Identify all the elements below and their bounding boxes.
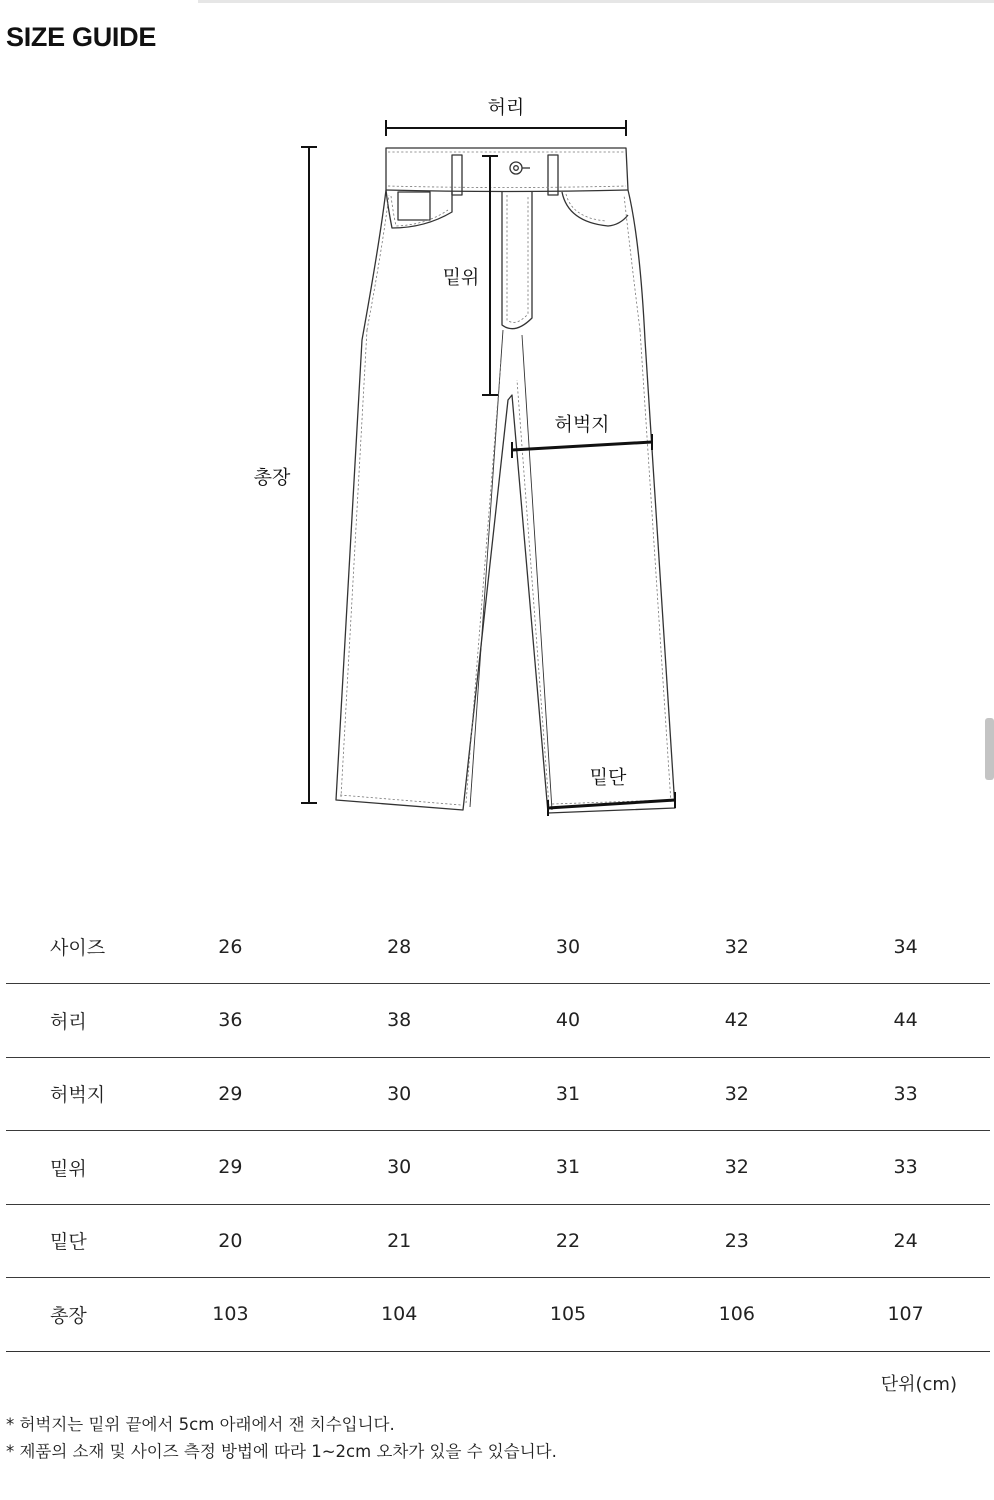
- coin-pocket: [398, 192, 430, 220]
- table-row-label: 허리: [6, 984, 146, 1058]
- table-cell: 32: [652, 1131, 821, 1205]
- table-cell: 42: [652, 984, 821, 1058]
- table-cell: 106: [652, 1278, 821, 1352]
- table-cell: 105: [484, 1278, 653, 1352]
- table-row: [6, 1278, 990, 1352]
- table-cell: 23: [652, 1204, 821, 1278]
- table-row-label: 허벅지: [6, 1057, 146, 1131]
- hem-measure-line: [548, 800, 675, 808]
- table-cell: 32: [652, 1057, 821, 1131]
- label-total-length: 총장: [253, 466, 291, 489]
- table-cell: 29: [146, 1057, 315, 1131]
- table-cell: 30: [315, 1057, 484, 1131]
- table-cell: 33: [821, 1057, 990, 1131]
- pants-outline: [336, 148, 675, 813]
- table-cell: 31: [484, 1057, 653, 1131]
- table-cell: 107: [821, 1278, 990, 1352]
- label-hem: 밑단: [589, 766, 627, 789]
- seam-left: [470, 330, 503, 807]
- size-table: [6, 910, 990, 1352]
- unit-label: 단위(cm): [880, 1374, 957, 1395]
- table-row-label: 총장: [6, 1278, 146, 1352]
- table-cell: 29: [146, 1131, 315, 1205]
- waistband: [386, 190, 628, 192]
- button: [510, 162, 522, 174]
- table-cell: 40: [484, 984, 653, 1058]
- table-cell: 30: [315, 1131, 484, 1205]
- note-line: * 허벅지는 밑위 끝에서 5cm 아래에서 잰 치수입니다.: [6, 1415, 395, 1434]
- table-row-label: 밑위: [6, 1131, 146, 1205]
- belt-loop-right: [548, 155, 558, 195]
- table-cell: 33: [821, 1131, 990, 1205]
- pocket-right: [562, 192, 628, 226]
- table-row: [6, 984, 990, 1058]
- table-cell: 36: [146, 984, 315, 1058]
- note-line: * 제품의 소재 및 사이즈 측정 방법에 따라 1~2cm 오차가 있을 수 있습니다.: [6, 1442, 557, 1461]
- table-cell: 30: [484, 910, 653, 984]
- table-cell: 34: [821, 910, 990, 984]
- table-row-label: 사이즈: [6, 910, 146, 984]
- table-cell: 103: [146, 1278, 315, 1352]
- label-waist: 허리: [487, 96, 525, 119]
- table-cell: 24: [821, 1204, 990, 1278]
- thigh-measure-line: [512, 442, 652, 450]
- table-cell: 21: [315, 1204, 484, 1278]
- table-cell: 20: [146, 1204, 315, 1278]
- table-cell: 26: [146, 910, 315, 984]
- scrollbar-thumb[interactable]: [985, 718, 994, 780]
- pocket-left: [386, 190, 452, 228]
- table-cell: 38: [315, 984, 484, 1058]
- table-row: [6, 1204, 990, 1278]
- seam-right: [522, 335, 552, 810]
- page-title: SIZE GUIDE: [6, 22, 157, 52]
- table-row-label: 밑단: [6, 1204, 146, 1278]
- table-row: [6, 1131, 990, 1205]
- belt-loop-left: [452, 155, 462, 195]
- table-header-row: [6, 910, 990, 984]
- table-cell: 44: [821, 984, 990, 1058]
- pants-illustration: [0, 80, 994, 840]
- table-row: [6, 1057, 990, 1131]
- table-cell: 22: [484, 1204, 653, 1278]
- top-divider: [198, 0, 994, 3]
- notes: [6, 1411, 557, 1465]
- fly: [502, 192, 532, 329]
- table-cell: 104: [315, 1278, 484, 1352]
- table-cell: 31: [484, 1131, 653, 1205]
- table-cell: 32: [652, 910, 821, 984]
- pants-measurement-diagram: [0, 80, 994, 840]
- label-thigh: 허벅지: [554, 413, 610, 436]
- label-rise: 밑위: [442, 266, 480, 289]
- table-cell: 28: [315, 910, 484, 984]
